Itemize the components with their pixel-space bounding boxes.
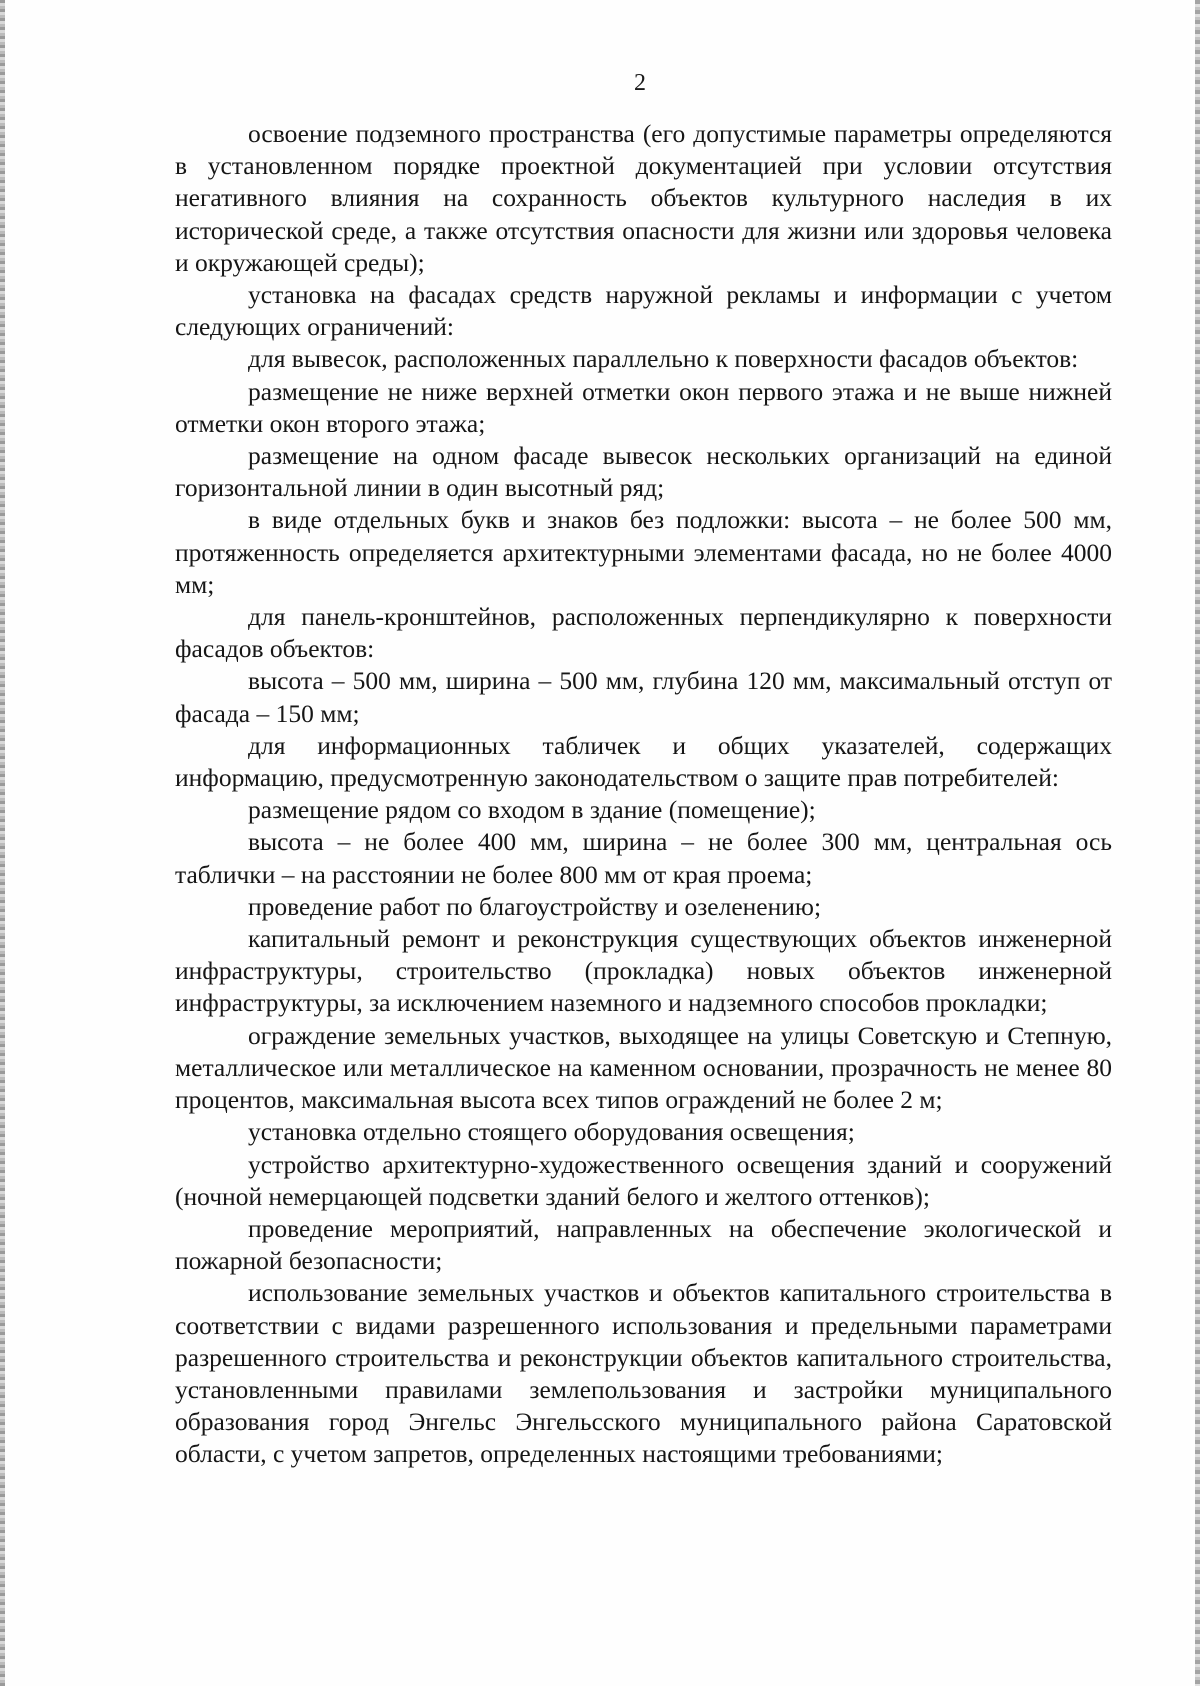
- paragraph-lighting-equipment: установка отдельно стоящего оборудования освещения;: [248, 1117, 855, 1147]
- paragraph-infrastructure: капитальный ремонт и реконструкция существующих объектов инженерной инфраструктуры, строительство (прокладка) новых объектов инженерной инфраструктуры, за исключением наземного и надземного способов прокладки;: [175, 924, 1112, 1018]
- page-number: 2: [634, 70, 646, 96]
- paragraph-fencing: ограждение земельных участков, выходящее на улицы Советскую и Степную, металлическое или металлическое на каменном основании, прозрачность не менее 80 процентов, максимальная высота всех типов ограждений не более 2 м;: [175, 1020, 1112, 1115]
- paragraph-separate-letters: в виде отдельных букв и знаков без подложки: высота – не более 500 мм, протяженность определяется архитектурными элементами фасада, но не более 4000 мм;: [175, 505, 1112, 599]
- paragraph-safety-measures: проведение мероприятий, направленных на обеспечение экологической и пожарной безопасности;: [175, 1213, 1112, 1276]
- paragraph-architectural-lighting: устройство архитектурно-художественного освещения зданий и сооружений (ночной немерцающей подсветки зданий белого и желтого оттенков);: [175, 1149, 1112, 1211]
- scan-edge-left: [0, 0, 5, 1686]
- paragraph-plate-placement: размещение рядом со входом в здание (помещение);: [248, 795, 816, 825]
- paragraph-underground-space: освоение подземного пространства (его допустимые параметры определяются в установленном порядке проектной документацией при условии отсутствия негативного влияния на сохранность объектов культурного наследия в их исторической среде, а также отсутствия опасности для жизни или здоровья человека и окружающей среды);: [175, 119, 1112, 277]
- paragraph-land-use: использование земельных участков и объектов капитального строительства в соответствии с видами разрешенного использования и предельными параметрами разрешенного строительства и реконструкции объектов капитального строительства, установленными правилами землепользования и застройки муниципального образования город Энгельс Энгельсского муниципального района Саратовской области, с учетом запретов, определенных настоящими требованиями;: [175, 1278, 1112, 1469]
- paragraph-sign-placement-height: размещение не ниже верхней отметки окон первого этажа и не выше нижней отметки окон второго этажа;: [175, 376, 1112, 438]
- paragraph-parallel-signs: для вывесок, расположенных параллельно к поверхности фасадов объектов:: [248, 344, 1079, 374]
- paragraph-panel-brackets: для панель-кронштейнов, расположенных перпендикулярно к поверхности фасадов объектов:: [175, 602, 1112, 664]
- paragraph-bracket-dimensions: высота – 500 мм, ширина – 500 мм, глубина 120 мм, максимальный отступ от фасада – 150 мм;: [175, 666, 1112, 728]
- scan-edge-right: [1195, 0, 1200, 1686]
- paragraph-plate-dimensions: высота – не более 400 мм, ширина – не более 300 мм, центральная ось таблички – на расстоянии не более 800 мм от края проема;: [175, 827, 1112, 889]
- paragraph-sign-single-row: размещение на одном фасаде вывесок нескольких организаций на единой горизонтальной линии в один высотный ряд;: [175, 441, 1112, 503]
- paragraph-landscaping: проведение работ по благоустройству и озеленению;: [248, 891, 822, 921]
- paragraph-info-plates: для информационных табличек и общих указателей, содержащих информацию, предусмотренную законодательством о защите прав потребителей:: [175, 730, 1112, 793]
- paragraph-facade-advertising: установка на фасадах средств наружной рекламы и информации с учетом следующих ограничений:: [175, 280, 1112, 342]
- document-body: [175, 118, 1112, 1471]
